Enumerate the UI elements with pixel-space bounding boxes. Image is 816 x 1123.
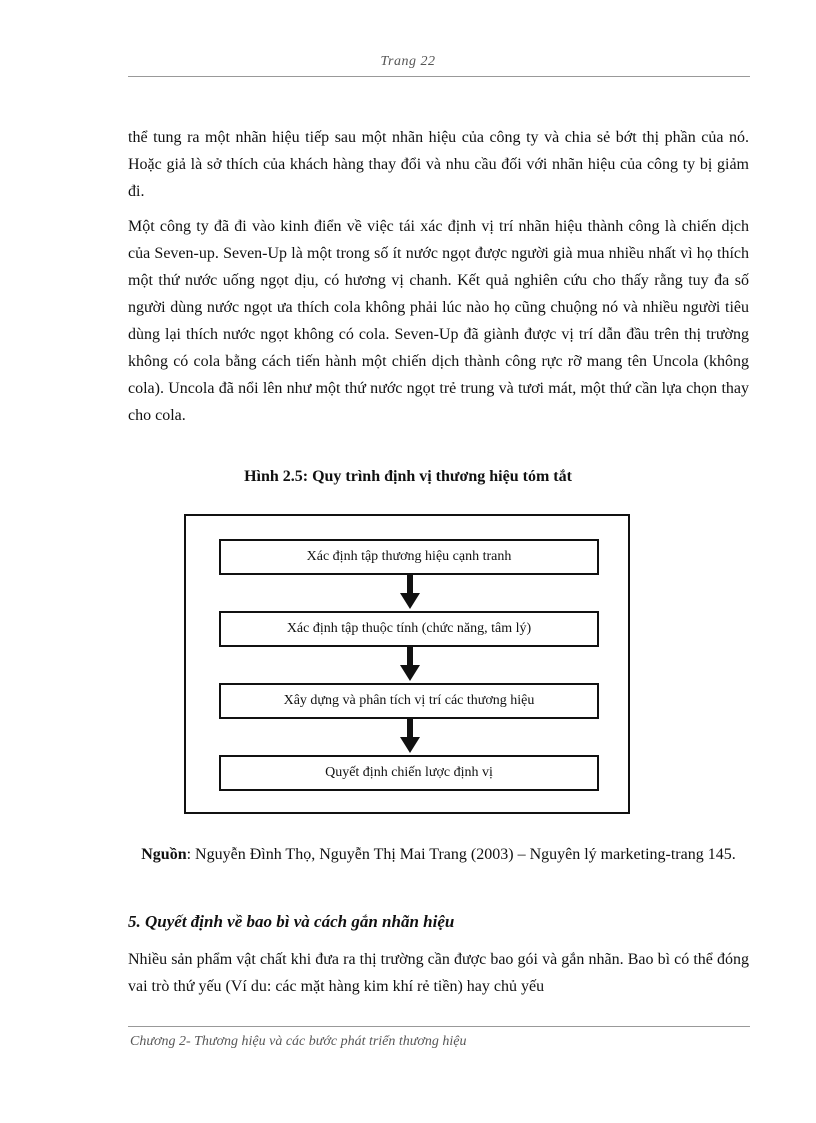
header-divider xyxy=(128,76,750,77)
section-paragraph: Nhiều sản phẩm vật chất khi đưa ra thị trường cần được bao gói và gắn nhãn. Bao bì có thể đóng vai trò thứ yếu (Ví du: các mặt hàng kim khí rẻ tiền) hay chủ yếu xyxy=(128,951,749,995)
page-header: Trang 22 xyxy=(380,54,436,69)
section-body xyxy=(128,946,749,1000)
figure-caption: Hình 2.5: Quy trình định vị thương hiệu tóm tắt xyxy=(244,468,572,485)
down-arrow-icon xyxy=(406,575,414,611)
paragraph-2: Một công ty đã đi vào kinh điển về việc tái xác định vị trí nhãn hiệu thành công là chiến dịch của Seven-up. Seven-Up là một trong số ít nước ngọt được người già mua nhiều nhất vì họ thích một thứ nước uống ngọt dịu, có hương vị chanh. Kết quả nghiên cứu cho thấy rằng tuy đa số người dùng nước ngọt ưa thích cola không phải lúc nào họ cũng chuộng nó và nhiều người tiêu dùng lại thích nước ngọt không có cola. Seven-Up đã giành được vị trí dẫn đầu trên thị trường không có cola bằng cách tiến hành một chiến dịch thành công rực rỡ mang tên Uncola (không cola). Uncola đã nổi lên như một thứ nước ngọt trẻ trung và tươi mát, một thứ cần lựa chọn thay cho cola. xyxy=(128,218,749,424)
process-step-4: Quyết định chiến lược định vị xyxy=(219,755,599,791)
down-arrow-icon xyxy=(406,719,414,755)
down-arrow-icon xyxy=(406,647,414,683)
process-step-3: Xây dựng và phân tích vị trí các thương hiệu xyxy=(219,683,599,719)
body-text xyxy=(128,124,749,429)
paragraph-1: thể tung ra một nhãn hiệu tiếp sau một nhãn hiệu của công ty và chia sẻ bớt thị phần của nó. Hoặc giả là sở thích của khách hàng thay đổi và nhu cầu đối với nhãn hiệu của công ty bị giảm đi. xyxy=(128,129,749,200)
process-diagram xyxy=(184,514,630,814)
process-step-1: Xác định tập thương hiệu cạnh tranh xyxy=(219,539,599,575)
page-footer: Chương 2- Thương hiệu và các bước phát triển thương hiệu xyxy=(130,1034,467,1049)
source-label: Nguồn xyxy=(141,846,187,863)
figure-source xyxy=(128,842,749,868)
section-heading: 5. Quyết định về bao bì và cách gắn nhãn hiệu xyxy=(128,912,455,931)
footer-divider xyxy=(128,1026,750,1027)
process-step-2: Xác định tập thuộc tính (chức năng, tâm lý) xyxy=(219,611,599,647)
source-text: : Nguyễn Đình Thọ, Nguyễn Thị Mai Trang (2003) – Nguyên lý marketing-trang 145. xyxy=(186,846,736,863)
